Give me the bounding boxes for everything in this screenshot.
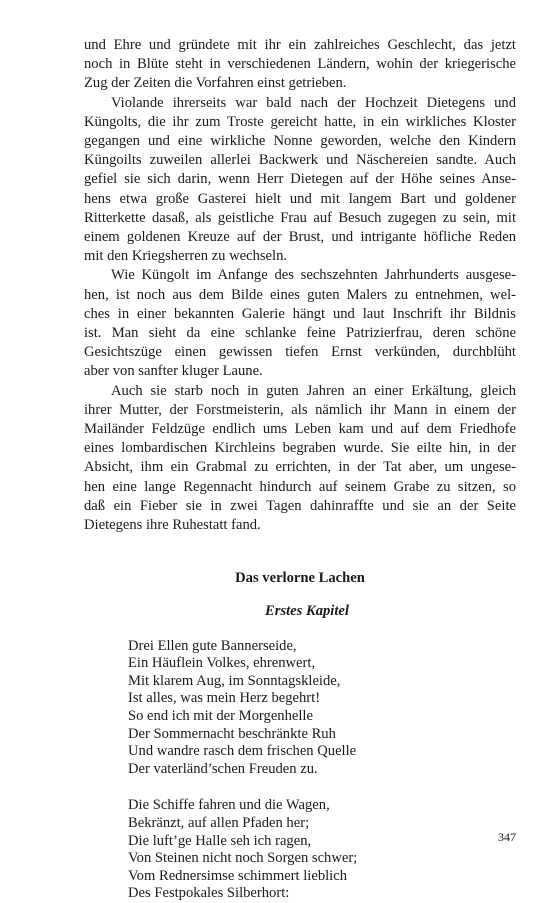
verse-line: Und wandre rasch dem frischen Quelle	[128, 743, 357, 760]
text-line: gefiel sie sich darin, wenn Herr Dietegen auf der Höhe seines Anse-	[84, 171, 516, 188]
text-line: Küngoilts zuweilen allerlei Backwerk und Näschereien sandte. Auch	[84, 152, 516, 169]
text-line: gegangen und eine wirkliche Nonne geworden, welche den Kindern	[84, 133, 516, 150]
text-line: Auch sie starb noch in guten Jahren an einer Erkältung, gleich	[111, 382, 516, 399]
verse-line: Der vaterländ’schen Freuden zu.	[128, 760, 318, 777]
text-line: Wie Küngolt im Anfange des sechszehnten Jahrhunderts ausgese-	[111, 267, 516, 284]
subchapter-title: Erstes Kapitel	[265, 603, 349, 620]
text-line: Zug der Zeiten die Vorfahren einst getrieben.	[84, 75, 347, 92]
verse-line: Des Festpokales Silberhort:	[128, 885, 290, 902]
text-line: ihrer Mutter, der Forstmeisterin, als nämlich ihr Mann in einem der	[84, 401, 516, 418]
text-line: Ritterkette dasaß, als geistliche Frau auf Besuch zugegen zu sein, mit	[84, 209, 516, 226]
stanza	[128, 797, 516, 903]
text-line: mit den Kriegsherren zu wechseln.	[84, 248, 288, 265]
text-line: Violande ihrerseits war bald nach der Hochzeit Dietegens und	[111, 94, 516, 111]
verse-line: Von Steinen nicht noch Sorgen schwer;	[128, 850, 358, 867]
text-line: ist. Man sieht da eine schlanke feine Patrizierfrau, deren schöne	[84, 325, 516, 342]
book-page	[84, 36, 516, 903]
paragraph	[84, 382, 516, 536]
page-number: 347	[498, 830, 516, 844]
text-line: Gesichtszüge einen gewissen tiefen Ernst verkünden, durchblüht	[84, 344, 516, 361]
verse-line: Die Schiffe fahren und die Wagen,	[128, 797, 330, 814]
text-line: und Ehre und gründete mit ihr ein zahlreiches Geschlecht, das jetzt	[84, 37, 516, 53]
text-line: Absicht, ihm ein Grabmal zu errichten, in der Tat aber, um ungese-	[84, 459, 516, 476]
verse-line: Ist alles, was mein Herz begehrt!	[128, 690, 321, 707]
paragraph	[84, 36, 516, 94]
verse-line: Vom Rednersimse schimmert lieblich	[128, 867, 348, 884]
verse-line: So end ich mit der Morgenhelle	[128, 708, 313, 725]
text-line: daß ein Fieber sie in zwei Tagen dahinraffte und sie an der Seite	[84, 497, 516, 514]
text-line: hens etwa große Gasterei hielt und mit langem Bart und goldener	[84, 190, 516, 207]
verse-line: Ein Häuflein Volkes, ehrenwert,	[128, 655, 316, 672]
verse-line: Drei Ellen gute Bannerseide,	[128, 637, 297, 654]
paragraph	[84, 266, 516, 381]
verse-line: Mit klarem Aug, im Sonntagskleide,	[128, 672, 341, 689]
verse-line: Der Sommernacht beschränkte Ruh	[128, 725, 336, 742]
text-line: einem goldenen Kreuze auf der Brust, und intrigante höfliche Reden	[84, 229, 516, 246]
text-line: Mailänder Feldzüge endlich ums Leben kam und auf dem Friedhofe	[84, 421, 516, 438]
text-line: eines lombardischen Kirchleins begraben wurde. Sie eilte hin, in der	[84, 440, 516, 457]
stanza	[128, 638, 516, 779]
chapter-title: Das verlorne Lachen	[235, 570, 365, 587]
text-line: ches in einer bekannten Galerie hängt und laut Inschrift ihr Bildnis	[84, 305, 516, 322]
text-line: noch in Blüte steht in verschiedenen Ländern, wohin der kriegerische	[84, 56, 516, 73]
text-line: Küngolts, die ihr zum Troste gereicht hatte, in ein wirkliches Kloster	[84, 113, 516, 130]
text-line: Dietegens ihre Ruhestatt fand.	[84, 517, 261, 534]
text-line: hen, ist noch aus dem Bilde eines guten Malers zu entnehmen, wel-	[84, 286, 516, 303]
verse-line: Bekränzt, auf allen Pfaden her;	[128, 815, 310, 832]
paragraph	[84, 94, 516, 267]
poem	[128, 638, 516, 903]
prose-section	[84, 36, 516, 535]
verse-line: Die luft’ge Halle seh ich ragen,	[128, 832, 312, 849]
text-line: aber von sanfter kluger Laune.	[84, 363, 263, 380]
text-line: hen eine lange Regennacht hindurch auf seinem Grabe zu sitzen, so	[84, 478, 516, 495]
